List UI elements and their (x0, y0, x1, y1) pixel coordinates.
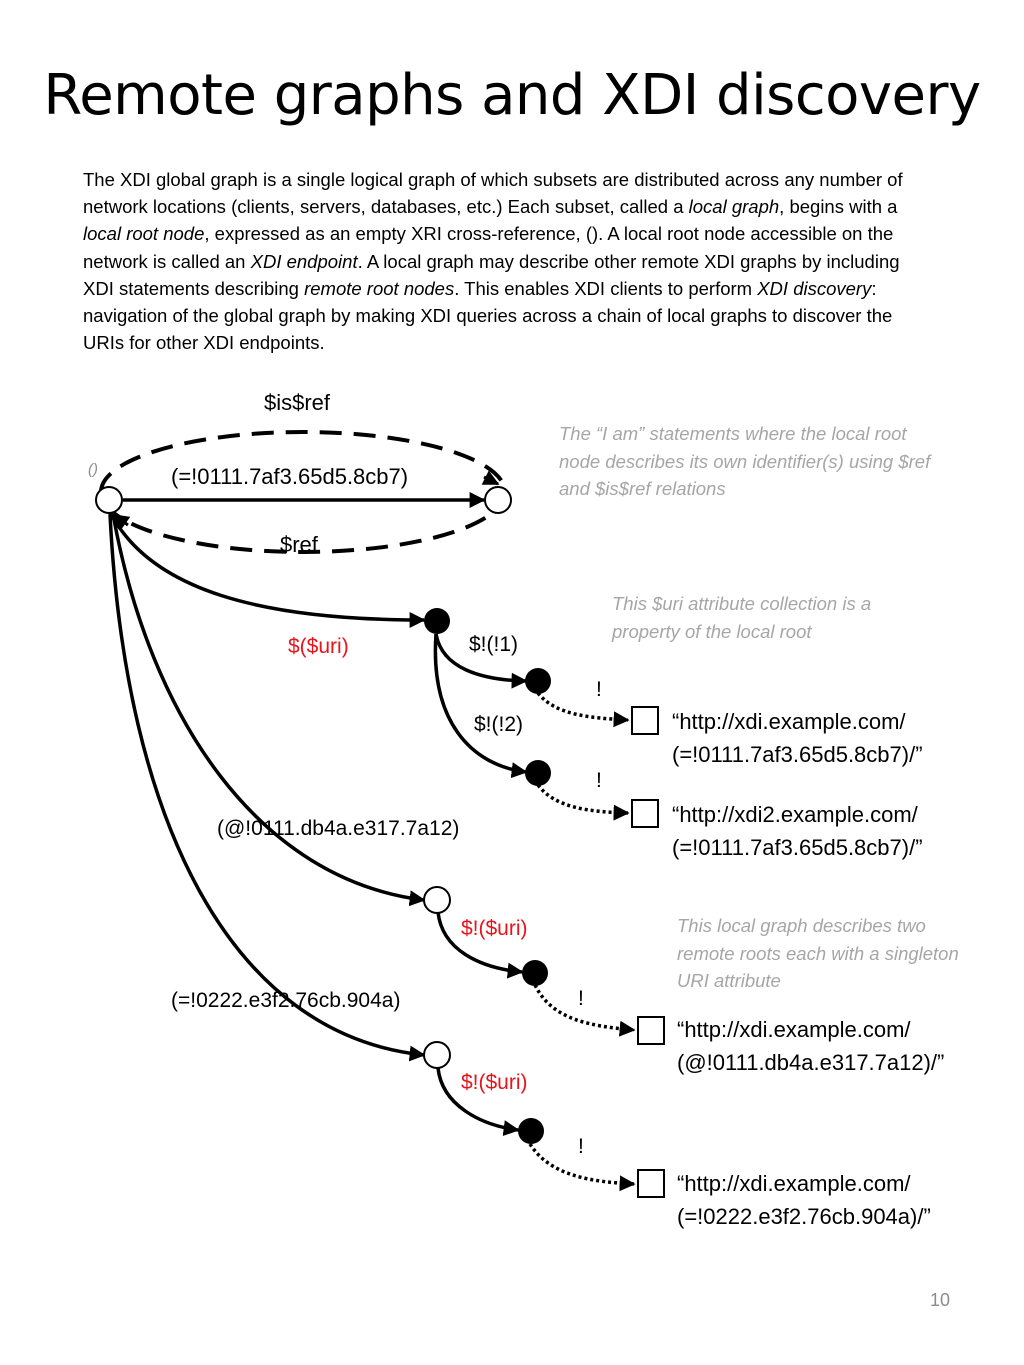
remote-uri-1-label: $!($uri) (461, 917, 528, 940)
literal-arc-label-3: ! (578, 987, 584, 1010)
self-id-label: (=!0111.7af3.65d5.8cb7) (171, 464, 409, 489)
uri-collection-node (424, 608, 450, 634)
remote-root-2-label: (=!0222.e3f2.76cb.904a) (171, 989, 401, 1012)
uri-collection-label: $($uri) (288, 635, 349, 658)
literal-2-line-1: “http://xdi2.example.com/ (672, 802, 918, 827)
remote-root-node-1 (424, 887, 450, 913)
edge-remote-root-1 (113, 514, 424, 900)
remote-uri-2-label: $!($uri) (461, 1071, 528, 1094)
is-ref-arrowhead (484, 477, 498, 484)
remote-root-1-label: (@!0111.db4a.e317.7a12) (217, 817, 460, 840)
local-root-node (96, 487, 122, 513)
intro-text: The XDI global graph is a single logical graph of which subsets are distributed across any number of network locations (clients, servers, databases, etc.) Each subset, called a (83, 169, 903, 218)
note-remote-roots: This local graph describes two remote roots each with a singleton URI attribute (677, 915, 959, 991)
uri-member-node-1 (525, 668, 551, 694)
literal-4-line-2: (=!0222.e3f2.76cb.904a)/” (677, 1204, 931, 1229)
literal-2-line-2: (=!0111.7af3.65d5.8cb7)/” (672, 835, 923, 860)
literal-box-3 (638, 1017, 664, 1044)
term-local-root-node: local root node (83, 223, 205, 245)
term-xdi-endpoint: XDI endpoint (250, 250, 358, 272)
literal-box-2 (632, 800, 658, 827)
literal-arc-label-4: ! (578, 1135, 584, 1158)
literal-box-1 (632, 707, 658, 734)
edge-uri-collection (110, 512, 424, 620)
edge-literal-2 (538, 785, 628, 813)
literal-1-line-2: (=!0111.7af3.65d5.8cb7)/” (672, 742, 923, 767)
slide-title: Remote graphs and XDI discovery (43, 63, 981, 128)
term-local-graph: local graph (688, 196, 780, 218)
member-1-label: $!(!1) (469, 633, 519, 656)
literal-1-line-1: “http://xdi.example.com/ (672, 709, 906, 734)
intro-text: . A local graph may describe other remote XDI graphs by including XDI statements describing (83, 250, 900, 299)
ref-label: $ref (280, 532, 318, 557)
is-ref-label: $is$ref (264, 390, 331, 415)
intro-text: : navigation of the global graph by making XDI queries across a chain of local graphs to discover the URIs for other XDI endpoints. (83, 277, 893, 354)
edge-literal-3 (535, 985, 634, 1030)
literal-3-line-2: (@!0111.db4a.e317.7a12)/” (677, 1050, 945, 1075)
member-2-label: $!(!2) (474, 713, 524, 736)
edge-literal-1 (538, 693, 628, 720)
literal-3-line-1: “http://xdi.example.com/ (677, 1017, 911, 1042)
literal-4-line-1: “http://xdi.example.com/ (677, 1171, 911, 1196)
intro-text: . This enables XDI clients to perform (454, 277, 758, 299)
remote-uri-node-1 (522, 960, 548, 986)
literal-arc-label-1: ! (596, 678, 602, 701)
note-uri-collection: This $uri attribute collection is a property of the local root (612, 593, 872, 642)
term-xdi-discovery: XDI discovery (757, 277, 872, 299)
term-remote-root-nodes: remote root nodes (304, 277, 455, 299)
self-id-node (485, 487, 511, 513)
intro-text: , begins with a (779, 196, 898, 218)
page-number: 10 (930, 1290, 951, 1310)
remote-uri-node-2 (518, 1118, 544, 1144)
root-label: () (88, 461, 98, 478)
remote-root-node-2 (424, 1042, 450, 1068)
literal-arc-label-2: ! (596, 769, 602, 792)
literal-box-4 (638, 1170, 664, 1197)
uri-member-node-2 (525, 760, 551, 786)
intro-text: , expressed as an empty XRI cross-reference, (). A local root node accessible on the network is called an (83, 223, 894, 272)
note-i-am-statements: The “I am” statements where the local root node describes its own identifier(s) using $ref and $is$ref relations (559, 423, 931, 499)
edge-remote-root-2 (110, 514, 424, 1055)
